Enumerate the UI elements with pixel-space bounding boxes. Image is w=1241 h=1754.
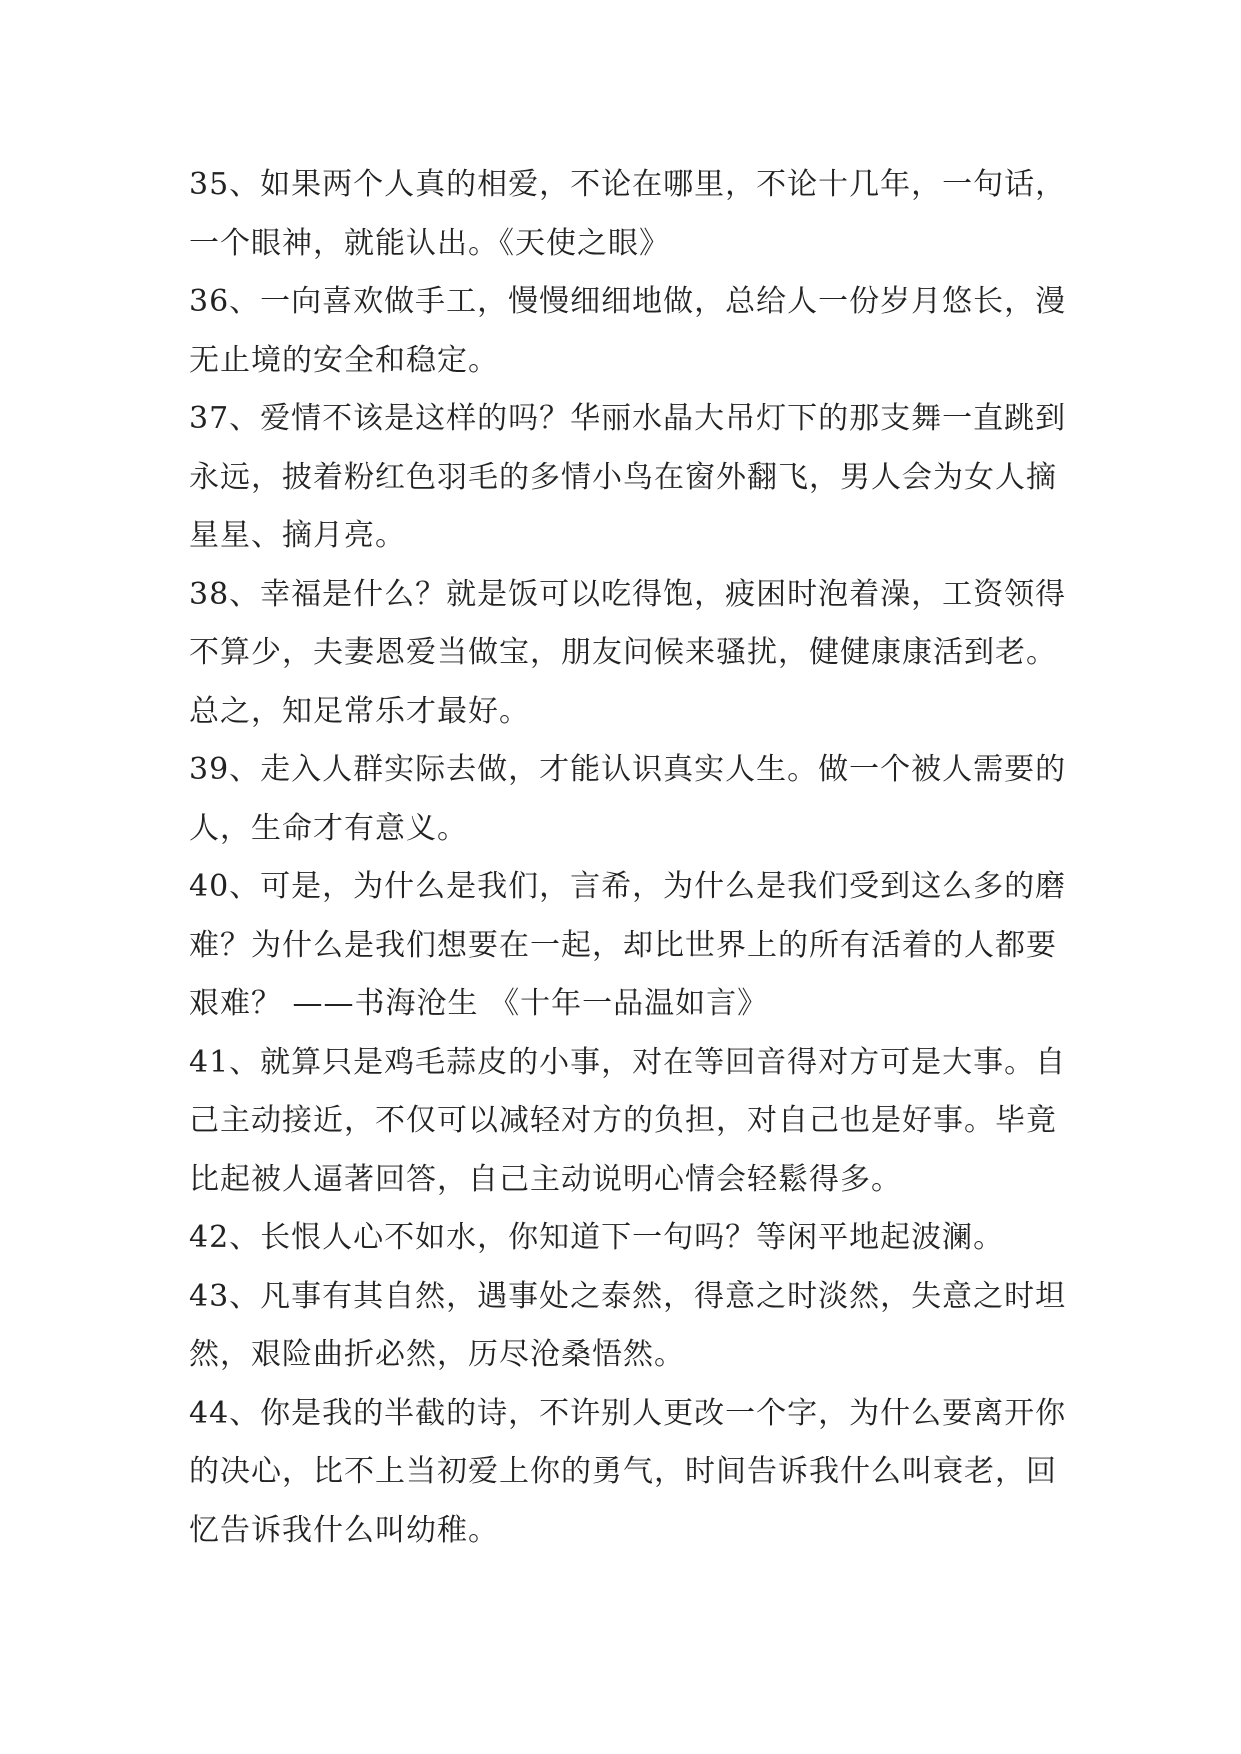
document-body [189,156,1069,1560]
quote-paragraph-41: 41、就算只是鸡毛蒜皮的小事，对在等回音得对方可是大事。自己主动接近，不仅可以减轻对方的负担，对自己也是好事。毕竟比起被人逼著回答，自己主动说明心情会轻鬆得多。 [189,1044,1067,1197]
quote-paragraph-43: 43、凡事有其自然，遇事处之泰然，得意之时淡然，失意之时坦然，艰险曲折必然，历尽沧桑悟然。 [189,1278,1067,1372]
quote-paragraph-35: 35、如果两个人真的相爱，不论在哪里，不论十几年，一句话，一个眼神，就能认出。《天使之眼》 [189,167,1067,261]
quote-paragraph-36: 36、一向喜欢做手工，慢慢细细地做，总给人一份岁月悠长，漫无止境的安全和稳定。 [189,284,1067,378]
quote-paragraph-40: 40、可是，为什么是我们，言希，为什么是我们受到这么多的磨难？为什么是我们想要在一起，却比世界上的所有活着的人都要艰难？ ——书海沧生 《十年一品温如言》 [189,869,1067,1021]
quote-paragraph-38: 38、幸福是什么？就是饭可以吃得饱，疲困时泡着澡，工资领得不算少，夫妻恩爱当做宝，朋友问候来骚扰，健健康康活到老。总之，知足常乐才最好。 [189,576,1067,729]
quote-paragraph-44: 44、你是我的半截的诗，不许别人更改一个字，为什么要离开你的决心，比不上当初爱上你的勇气，时间告诉我什么叫衰老，回忆告诉我什么叫幼稚。 [189,1395,1067,1548]
quote-paragraph-37: 37、爱情不该是这样的吗？华丽水晶大吊灯下的那支舞一直跳到永远，披着粉红色羽毛的多情小鸟在窗外翻飞，男人会为女人摘星星、摘月亮。 [189,401,1067,553]
quote-paragraph-42: 42、长恨人心不如水，你知道下一句吗？等闲平地起波澜。 [189,1220,1005,1255]
quote-paragraph-39: 39、走入人群实际去做，才能认识真实人生。做一个被人需要的人，生命才有意义。 [189,752,1067,846]
